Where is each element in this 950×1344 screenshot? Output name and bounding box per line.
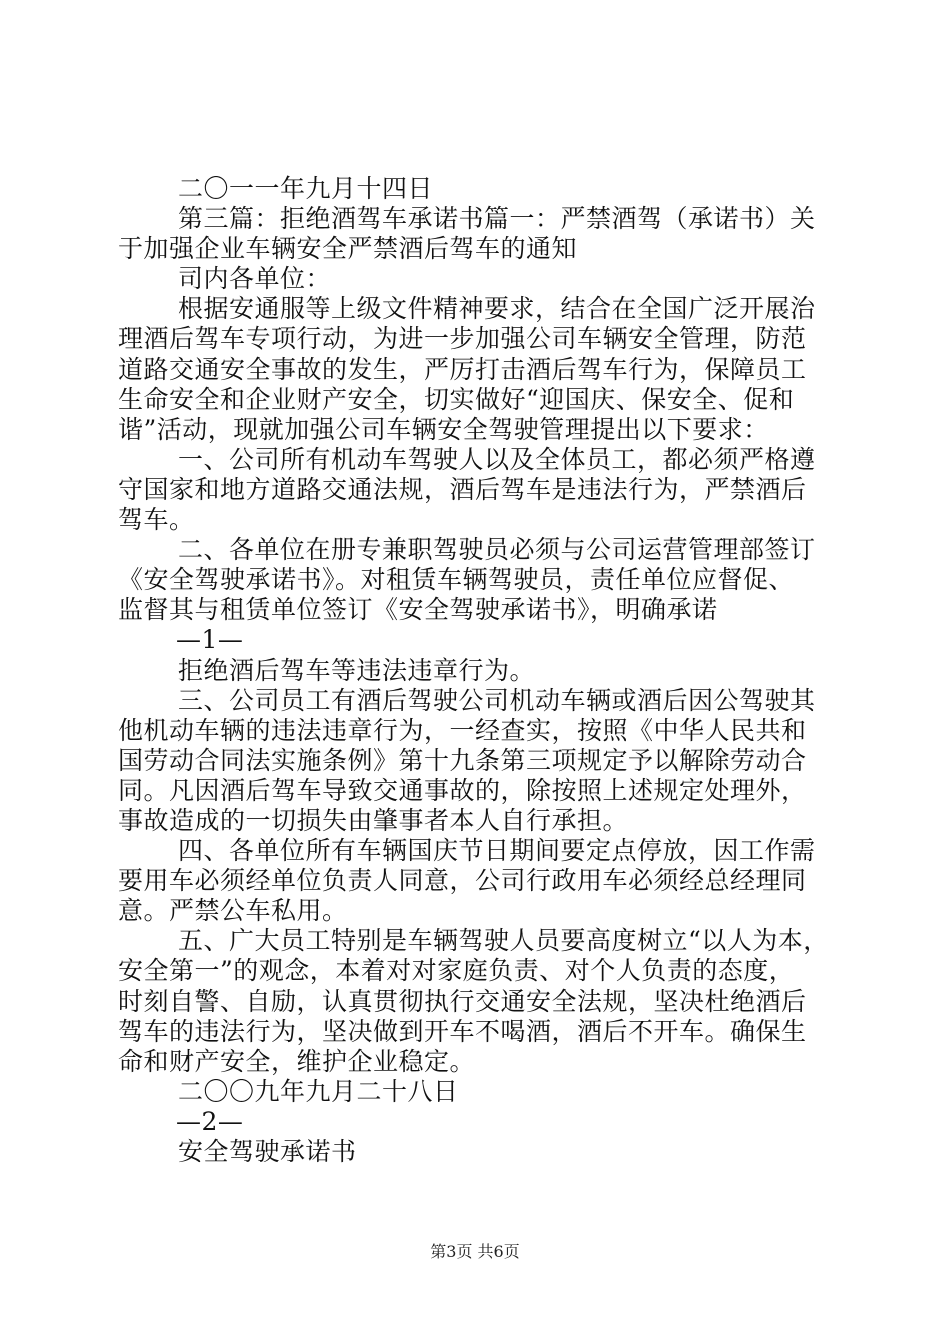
text-line: 于加强企业车辆安全严禁酒后驾车的通知 — [118, 234, 578, 264]
text-line: 驾车的违法行为，坚决做到开车不喝酒，酒后不开车。确保生 — [118, 1016, 807, 1046]
page-number-marker: —2— — [176, 1106, 244, 1136]
page-number-marker: —1— — [176, 625, 244, 655]
page-footer: 第3页 共6页 — [430, 1242, 520, 1261]
document-body — [118, 174, 838, 1167]
text-line: 三、公司员工有酒后驾驶公司机动车辆或酒后因公驾驶其 — [178, 685, 816, 715]
text-line: 一、公司所有机动车驾驶人以及全体员工，都必须严格遵 — [178, 444, 816, 474]
text-line: 事故造成的一切损失由肇事者本人自行承担。 — [118, 805, 629, 835]
text-line: 根据安通服等上级文件精神要求，结合在全国广泛开展治 — [178, 294, 816, 324]
text-line: 理酒后驾车专项行动，为进一步加强公司车辆安全管理，防范 — [118, 324, 807, 354]
text-line: 二〇一一年九月十四日 — [178, 174, 434, 203]
text-line: 监督其与租赁单位签订《安全驾驶承诺书》，明确承诺 — [118, 595, 718, 625]
text-line: 安全驾驶承诺书 — [178, 1137, 357, 1166]
text-line: 同。凡因酒后驾车导致交通事故的，除按照上述规定处理外， — [118, 775, 807, 805]
text-line: 生命安全和企业财产安全，切实做好“迎国庆、保安全、促和 — [118, 384, 795, 414]
text-line: 《安全驾驶承诺书》。对租赁车辆驾驶员，责任单位应督促、 — [118, 565, 795, 595]
text-line: 司内各单位： — [178, 264, 332, 294]
text-line: 五、广大员工特别是车辆驾驶人员要高度树立“以人为本， — [178, 926, 829, 956]
text-line: 安全第一”的观念，本着对对家庭负责、对个人负责的态度， — [118, 956, 795, 986]
text-line: 时刻自警、自励，认真贯彻执行交通安全法规，坚决杜绝酒后 — [118, 986, 807, 1016]
text-line: 守国家和地方道路交通法规，酒后驾车是违法行为，严禁酒后 — [118, 474, 807, 504]
text-line: 四、各单位所有车辆国庆节日期间要定点停放，因工作需 — [178, 836, 816, 866]
text-line: 意。严禁公车私用。 — [118, 896, 348, 926]
text-line: 国劳动合同法实施条例》第十九条第三项规定予以解除劳动合 — [118, 745, 807, 775]
text-line: 驾车。 — [118, 505, 195, 535]
text-line: 道路交通安全事故的发生，严厉打击酒后驾车行为，保障员工 — [118, 354, 807, 384]
text-line: 二、各单位在册专兼职驾驶员必须与公司运营管理部签订 — [178, 535, 816, 565]
text-line: 二〇〇九年九月二十八日 — [178, 1076, 459, 1106]
text-line: 命和财产安全，维护企业稳定。 — [118, 1046, 476, 1076]
text-line: 第三篇：拒绝酒驾车承诺书篇一：严禁酒驾（承诺书）关 — [178, 204, 816, 234]
text-line: 要用车必须经单位负责人同意，公司行政用车必须经总经理同 — [118, 866, 807, 896]
text-line: 拒绝酒后驾车等违法违章行为。 — [178, 655, 536, 685]
text-line: 他机动车辆的违法违章行为，一经查实，按照《中华人民共和 — [118, 715, 807, 745]
text-line: 谐”活动，现就加强公司车辆安全驾驶管理提出以下要求： — [118, 414, 769, 444]
